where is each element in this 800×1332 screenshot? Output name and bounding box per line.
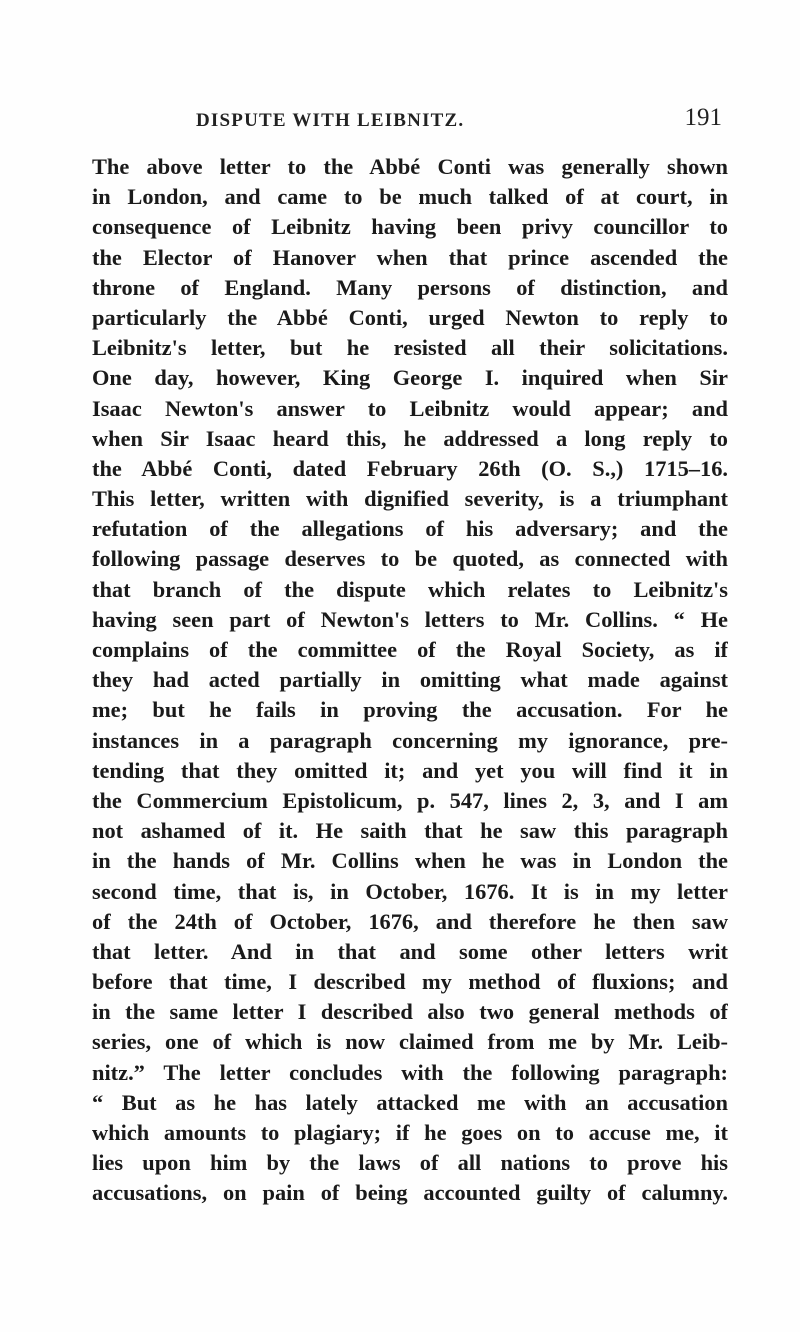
text-line: series, one of which is now claimed from me by Mr. Leib- xyxy=(92,1029,728,1055)
text-line: complains of the committee of the Royal Society, as if xyxy=(92,637,728,662)
text-line: following passage deserves to be quoted, as connected with xyxy=(92,546,728,572)
text-line: refutation of the allegations of his adversary; and the xyxy=(92,516,728,542)
text-line: Leibnitz's letter, but he resisted all their solicitations. xyxy=(92,335,728,361)
text-line: accusations, on pain of being accounted guilty of calumny. xyxy=(92,1180,728,1206)
text-line: before that time, I described my method of fluxions; and xyxy=(92,969,728,995)
text-line: second time, that is, in October, 1676. It is in my letter xyxy=(92,878,728,904)
text-line: in the same letter I described also two general methods of xyxy=(92,999,728,1025)
running-title: DISPUTE WITH LEIBNITZ. xyxy=(196,110,465,131)
text-line: they had acted partially in omitting what made against xyxy=(92,667,728,693)
text-line: the Abbé Conti, dated February 26th (O. S.,) 1715–16. xyxy=(92,455,728,481)
text-line: in London, and came to be much talked of at court, in xyxy=(92,184,728,210)
text-line: One day, however, King George I. inquired when Sir xyxy=(92,365,728,391)
text-line: which amounts to plagiary; if he goes on to accuse me, it xyxy=(92,1120,728,1145)
running-head xyxy=(96,104,724,144)
text-line: when Sir Isaac heard this, he addressed a long reply to xyxy=(92,425,728,451)
page-number: 191 xyxy=(684,104,722,131)
text-line: in the hands of Mr. Collins when he was in London the xyxy=(92,848,728,874)
text-line: nitz.” The letter concludes with the following paragraph: xyxy=(92,1059,728,1085)
text-line: instances in a paragraph concerning my ignorance, pre- xyxy=(92,727,728,753)
text-line: throne of England. Many persons of distinction, and xyxy=(92,274,728,300)
text-line: that branch of the dispute which relates to Leibnitz's xyxy=(92,576,728,602)
text-line: of the 24th of October, 1676, and therefore he then saw xyxy=(92,908,728,934)
text-line: that letter. And in that and some other letters writ xyxy=(92,938,728,964)
text-line: This letter, written with dignified severity, is a triumphant xyxy=(92,486,728,512)
text-line: lies upon him by the laws of all nations to prove his xyxy=(92,1150,728,1176)
text-line: “ But as he has lately attacked me with an accusation xyxy=(92,1089,728,1115)
text-line: me; but he fails in proving the accusation. For he xyxy=(92,697,728,723)
text-line: particularly the Abbé Conti, urged Newton to reply to xyxy=(92,304,728,330)
body-paragraph xyxy=(92,152,728,1209)
text-line: The above letter to the Abbé Conti was generally shown xyxy=(92,154,728,179)
text-line: not ashamed of it. He saith that he saw this paragraph xyxy=(92,818,728,844)
text-line: the Commercium Epistolicum, p. 547, lines 2, 3, and I am xyxy=(92,787,728,813)
text-line: the Elector of Hanover when that prince ascended the xyxy=(92,244,728,270)
text-line: having seen part of Newton's letters to Mr. Collins. “ He xyxy=(92,606,728,632)
text-line: consequence of Leibnitz having been privy councillor to xyxy=(92,214,728,240)
text-line: Isaac Newton's answer to Leibnitz would appear; and xyxy=(92,395,728,421)
text-line: tending that they omitted it; and yet you will find it in xyxy=(92,757,728,783)
